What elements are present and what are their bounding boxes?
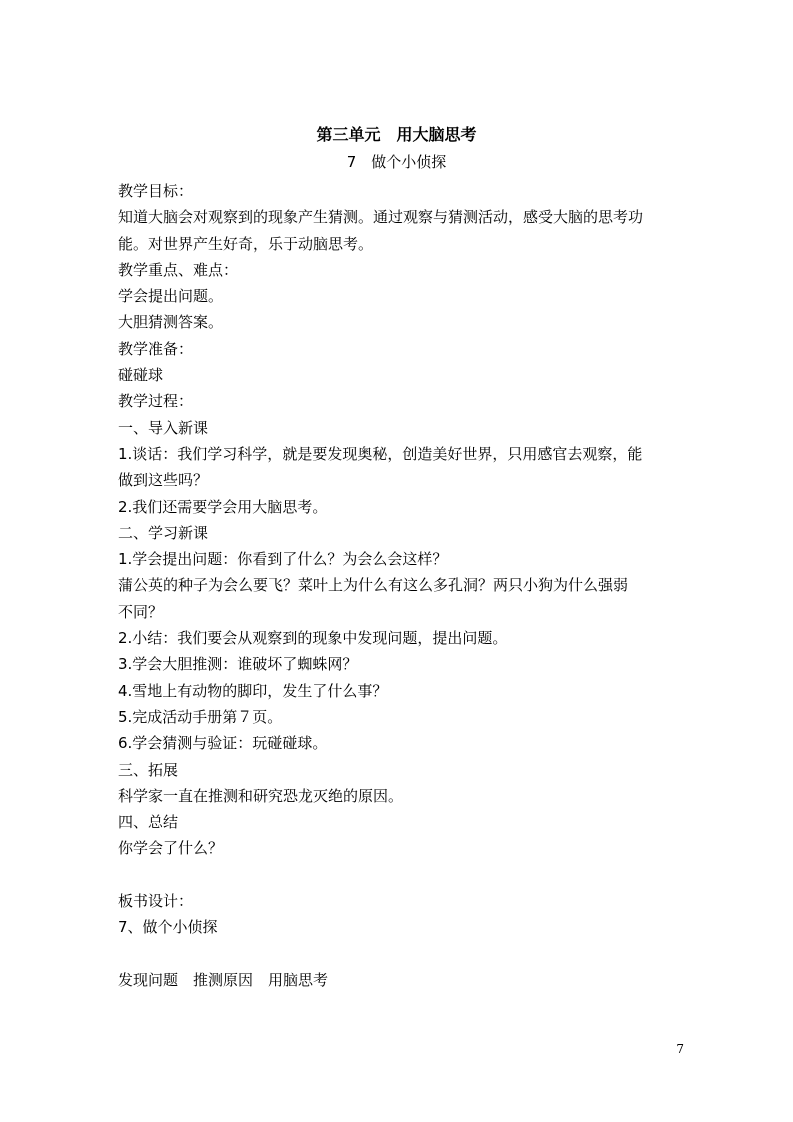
- process-item: 不同？: [118, 602, 164, 621]
- section-heading-preparation: 教学准备：: [118, 339, 194, 358]
- process-item: 6.学会猜测与验证：玩碰碰球。: [118, 734, 328, 753]
- process-item: 1.谈话：我们学习科学，就是要发现奥秘，创造美好世界，只用感官去观察，能: [118, 444, 643, 463]
- process-item: 5.完成活动手册第７页。: [118, 707, 283, 726]
- key-point-item: 学会提出问题。: [118, 287, 224, 306]
- process-item: 1.学会提出问题：你看到了什么？为会么会这样？: [118, 550, 448, 569]
- section-heading-objectives: 教学目标：: [118, 182, 194, 200]
- section-heading-process: 教学过程：: [118, 392, 194, 411]
- lesson-title: 7 做个小侦探: [346, 153, 447, 171]
- process-item: 科学家一直在推测和研究恐龙灭绝的原因。: [118, 786, 404, 805]
- section-heading-key-points: 教学重点、难点：: [118, 260, 239, 279]
- process-item: 4.雪地上有动物的脚印，发生了什么事？: [118, 681, 388, 700]
- blank-line: [118, 862, 678, 888]
- unit-title: 第三单元 用大脑思考: [316, 125, 477, 144]
- process-item: 你学会了什么？: [118, 839, 224, 858]
- key-point-item: 大胆猜测答案。: [118, 313, 224, 332]
- page-number: 7: [676, 1042, 684, 1056]
- process-item: 2.小结：我们要会从观察到的现象中发现问题，提出问题。: [118, 629, 508, 648]
- process-step-heading: 四、总结: [118, 813, 179, 832]
- process-item: 蒲公英的种子为会么要飞？菜叶上为什么有这么多孔洞？两只小狗为什么强弱: [118, 576, 629, 595]
- process-item: 2.我们还需要学会用大脑思考。: [118, 497, 328, 516]
- process-item: 3.学会大胆推测：谁破坏了蜘蛛网？: [118, 655, 358, 674]
- process-step-heading: 一、导入新课: [118, 418, 209, 437]
- objective-text-line-2: 能。对世界产生好奇，乐于动脑思考。: [118, 234, 374, 253]
- blank-line: [118, 941, 678, 967]
- section-heading-board-design: 板书设计：: [118, 892, 194, 911]
- objective-text-line-1: 知道大脑会对观察到的现象产生猜测。通过观察与猜测活动，感受大脑的思考功: [118, 208, 644, 227]
- process-step-heading: 三、拓展: [118, 760, 179, 779]
- lesson-body: [118, 178, 678, 993]
- process-step-heading: 二、学习新课: [118, 523, 209, 542]
- board-design-keywords: 发现问题 推测原因 用脑思考: [118, 970, 329, 989]
- preparation-item: 碰碰球: [118, 366, 164, 385]
- board-design-title: 7、做个小侦探: [118, 918, 218, 937]
- process-item: 做到这些吗？: [118, 471, 209, 490]
